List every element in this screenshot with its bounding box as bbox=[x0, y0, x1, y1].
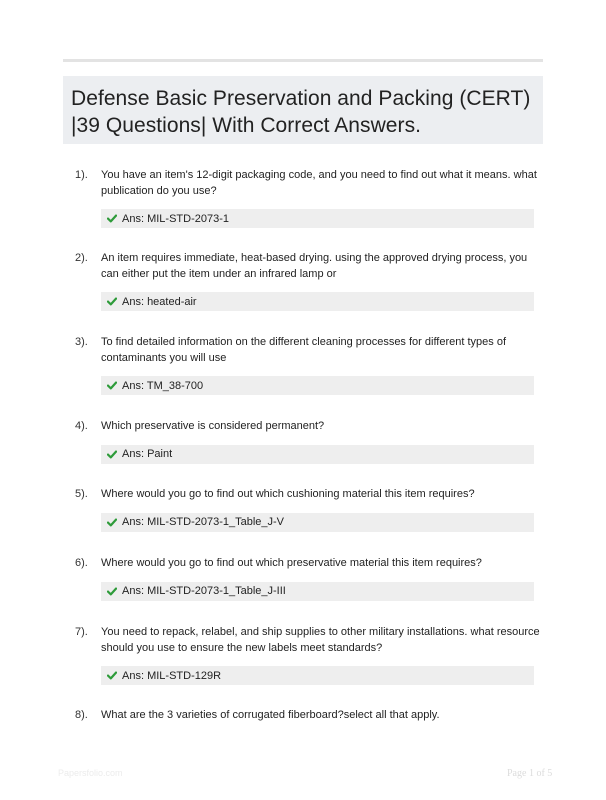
page-indicator: Page 1 of 5 bbox=[507, 768, 553, 779]
question-item bbox=[63, 487, 543, 532]
answer-text: Ans: MIL-STD-2073-1_Table_J-III bbox=[122, 585, 286, 597]
answer-box bbox=[101, 513, 534, 532]
question-item bbox=[63, 168, 543, 228]
answer-text: Ans: TM_38-700 bbox=[122, 379, 204, 392]
check-icon bbox=[107, 381, 117, 390]
check-icon bbox=[107, 587, 117, 596]
title-box bbox=[63, 76, 543, 144]
question-number: 1). bbox=[75, 169, 88, 181]
question-text: You have an item's 12-digit packaging code, and you need to find out what it means. what publication do you use? bbox=[101, 169, 537, 197]
check-icon bbox=[107, 671, 117, 680]
question-number: 4). bbox=[75, 420, 88, 432]
question-number: 5). bbox=[75, 488, 88, 500]
question-number: 6). bbox=[75, 557, 88, 569]
answer-text: Ans: MIL-STD-2073-1 bbox=[122, 212, 229, 225]
answer-box bbox=[101, 376, 534, 395]
check-icon bbox=[107, 214, 117, 223]
answer-text: Ans: heated-air bbox=[122, 295, 197, 308]
answer-box bbox=[101, 666, 534, 685]
question-item bbox=[63, 419, 543, 464]
question-text: You need to repack, relabel, and ship supplies to other military installations. what resource should you use to ensure the new labels meet standards? bbox=[101, 626, 540, 654]
question-item bbox=[63, 708, 543, 724]
answer-box bbox=[101, 292, 534, 311]
question-number: 3). bbox=[75, 336, 88, 348]
question-text: What are the 3 varieties of corrugated fiberboard?select all that apply. bbox=[101, 709, 440, 721]
question-text: Where would you go to find out which cushioning material this item requires? bbox=[101, 488, 475, 500]
document-title: Defense Basic Preservation and Packing (CERT) |39 Questions| With Correct Answers. bbox=[71, 87, 531, 137]
question-item bbox=[63, 251, 543, 311]
question-number: 8). bbox=[75, 709, 88, 721]
check-icon bbox=[107, 297, 117, 306]
question-item bbox=[63, 556, 543, 601]
answer-text: Ans: Paint bbox=[122, 448, 173, 460]
answer-text: Ans: MIL-STD-2073-1_Table_J-V bbox=[122, 516, 285, 528]
answer-box bbox=[101, 209, 534, 228]
check-icon bbox=[107, 518, 117, 527]
question-text: An item requires immediate, heat-based drying. using the approved drying process, you can either put the item under an infrared lamp or bbox=[101, 252, 528, 280]
question-item bbox=[63, 625, 543, 685]
answer-text: Ans: MIL-STD-129R bbox=[122, 669, 222, 682]
answer-box bbox=[101, 445, 534, 464]
footer-watermark: Papersfolio.com bbox=[58, 768, 123, 778]
check-icon bbox=[107, 450, 117, 459]
question-number: 7). bbox=[75, 626, 88, 638]
question-text: Where would you go to find out which preservative material this item requires? bbox=[101, 557, 482, 569]
question-text: To find detailed information on the different cleaning processes for different types of contaminants you will use bbox=[101, 336, 507, 364]
question-item bbox=[63, 335, 543, 395]
top-rule bbox=[63, 59, 543, 62]
question-number: 2). bbox=[75, 252, 88, 264]
answer-box bbox=[101, 582, 534, 601]
question-text: Which preservative is considered permanent? bbox=[101, 420, 325, 432]
